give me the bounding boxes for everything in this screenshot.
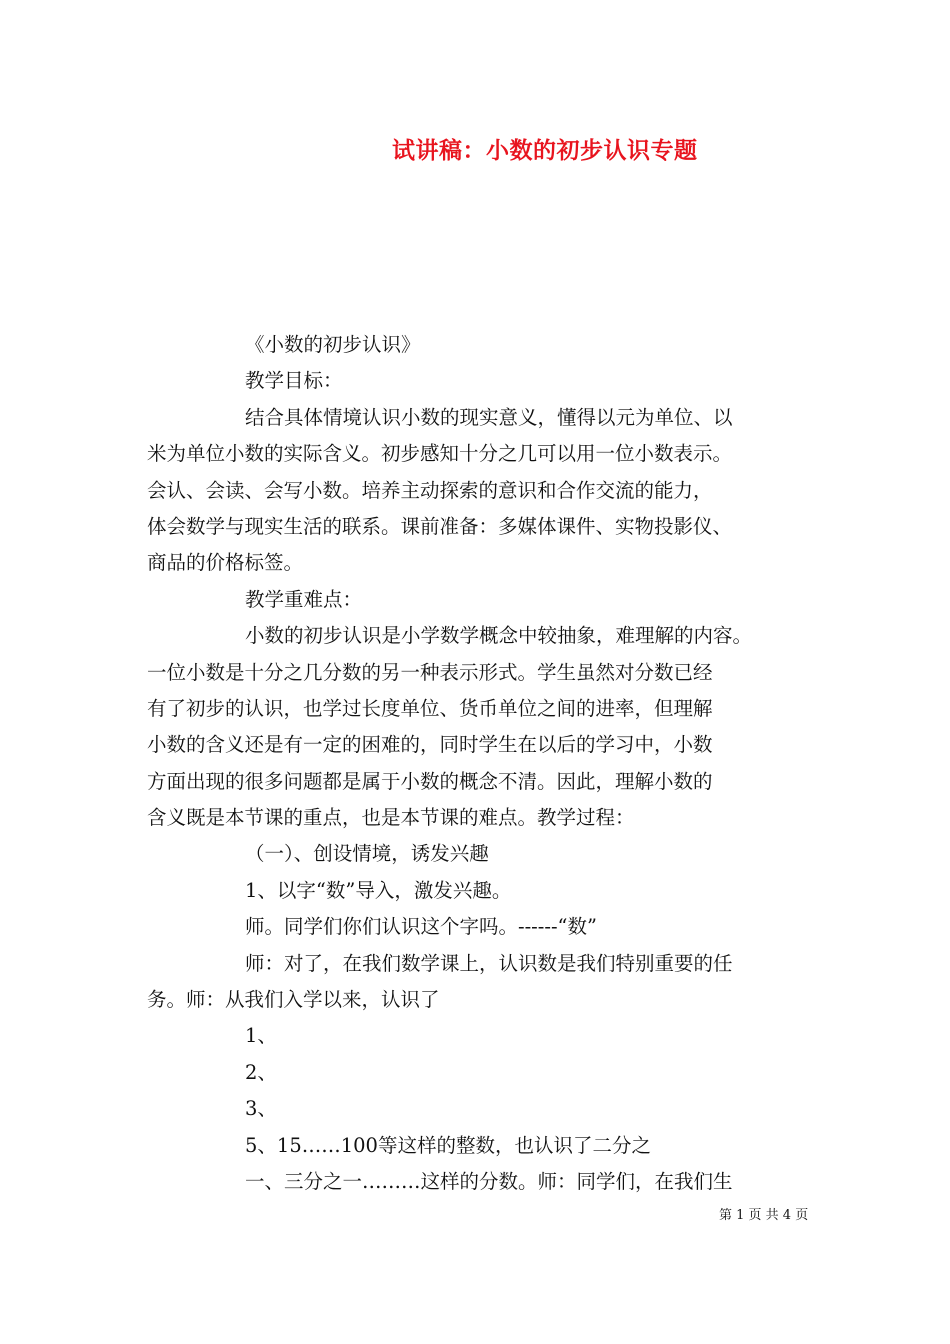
text-line: 会认、会读、会写小数。培养主动探索的意识和合作交流的能力， [147,478,713,502]
text-line: （一）、创设情境，诱发兴趣 [245,842,489,866]
text-line: 1、 [245,1024,277,1048]
text-line: 师。同学们你们认识这个字吗。------“数” [245,915,597,939]
text-line: 体会数学与现实生活的联系。课前准备：多媒体课件、实物投影仪、 [147,514,733,538]
text-line: 教学目标： [245,369,343,393]
text-line: 教学重难点： [245,587,363,611]
text-line: 1、以字“数”导入，激发兴趣。 [245,878,512,902]
document-body [147,327,812,1200]
text-line: 2、 [245,1060,277,1084]
text-line: 一、三分之一………这样的分数。师：同学们，在我们生 [245,1169,733,1193]
text-line: 有了初步的认识，也学过长度单位、货币单位之间的进率，但理解 [147,696,713,720]
text-line: 务。师：从我们入学以来，认识了 [147,988,440,1012]
text-line: 《小数的初步认识》 [245,333,421,356]
text-line: 小数的初步认识是小学数学概念中较抽象，难理解的内容。 [245,624,753,648]
text-line: 含义既是本节课的重点，也是本节课的难点。教学过程： [147,806,635,830]
text-line: 方面出现的很多问题都是属于小数的概念不清。因此，理解小数的 [147,769,713,793]
text-line: 米为单位小数的实际含义。初步感知十分之几可以用一位小数表示。 [147,442,733,466]
text-line: 5、15……100等这样的整数，也认识了二分之 [245,1133,651,1157]
text-line: 小数的含义还是有一定的困难的，同时学生在以后的学习中，小数 [147,733,713,757]
text-line: 商品的价格标签。 [147,551,304,575]
page-number-footer: 第 1 页 共 4 页 [719,1208,809,1223]
text-line: 师：对了，在我们数学课上，认识数是我们特别重要的任 [245,951,733,975]
text-line: 一位小数是十分之几分数的另一种表示形式。学生虽然对分数已经 [147,660,713,684]
text-line: 3、 [245,1097,277,1121]
text-line: 结合具体情境认识小数的现实意义，懂得以元为单位、以 [245,405,733,429]
document-title: 试讲稿：小数的初步认识专题 [392,137,698,164]
